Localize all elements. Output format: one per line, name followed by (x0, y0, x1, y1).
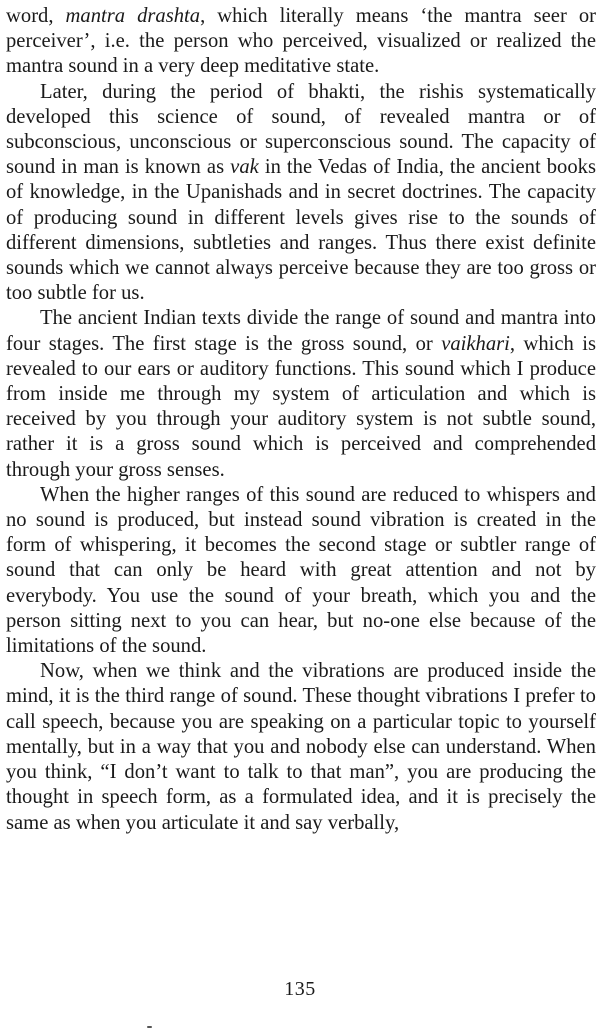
paragraph (6, 4, 596, 80)
text-run: Later, during the period of bhakti, the rishis systematically developed this science of sound, of revealed mantra or of subconscious, unconscious or superconscious sound. The capacity of sound in man is known as (6, 80, 596, 179)
book-page (6, 0, 596, 1032)
text-run: , which literally means ‘the mantra seer or perceiver’, i.e. the person who perceived, visualized or realized the mantra sound in a very deep meditative state. (6, 5, 596, 78)
page-number: 135 (284, 978, 316, 1000)
italic-term: vak (230, 156, 259, 179)
italic-term: mantra drashta (65, 5, 201, 27)
body-text (6, 4, 596, 836)
paragraph (6, 483, 596, 659)
paragraph (6, 659, 596, 835)
text-run: word, (6, 5, 66, 27)
text-run: The ancient Indian texts divide the range of sound and mantra into four stages. The first stage is the gross sound, or (6, 307, 596, 355)
text-run: , which is revealed to our ears or auditory functions. This sound which I produce from inside me through my system of articulation and which is received by you through your auditory system is not subtle sound, rather it is a gross sound which is perceived and comprehended through your gross senses. (6, 332, 596, 481)
scan-speck (147, 1026, 152, 1028)
italic-term: vaikhari (441, 332, 510, 355)
text-run: Now, when we think and the vibrations are produced inside the mind, it is the third range of sound. These thought vibrations I prefer to call speech, because you are speaking on a particular topic to yourself mentally, but in a way that you and nobody else can understand. When you think, “I don’t want to talk to that man”, you are producing the thought in speech form, as a formulated idea, and it is precisely the same as when you articulate it and say verbally, (6, 660, 596, 834)
text-run: in the Vedas of India, the ancient books of knowledge, in the Upanishads and in secret doctrines. The capacity of producing sound in different levels gives rise to the sounds of different dimensions, subtleties and ranges. Thus there exist definite sounds which we cannot always perceive because they are too gross or too subtle for us. (6, 156, 596, 305)
text-run: When the higher ranges of this sound are reduced to whispers and no sound is produced, but instead sound vibration is created in the form of whispering, it becomes the second stage or subtler range of sound that can only be heard with great attention and not by everybody. You use the sound of your breath, which you and the person sitting next to you can hear, but no-one else because of the limitations of the sound. (6, 483, 596, 658)
paragraph (6, 80, 596, 307)
paragraph (6, 306, 596, 482)
